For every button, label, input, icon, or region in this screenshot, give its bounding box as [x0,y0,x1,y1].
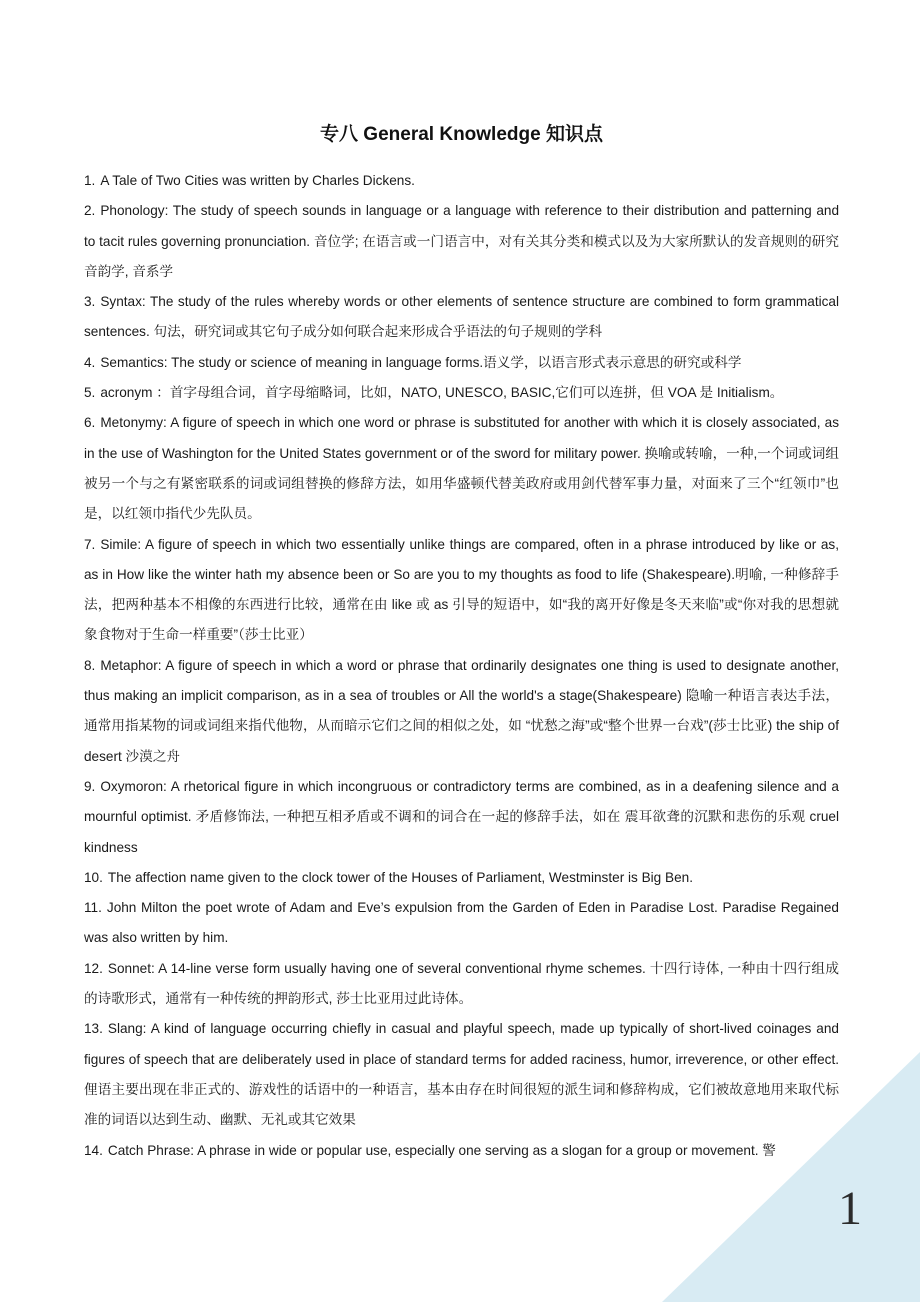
item-number: 7. [84,536,96,552]
item-text: Catch Phrase: A phrase in wide or popular use, especially one serving as a slogan for a group or movement. 警 [107,1142,776,1158]
item-text: Phonology: The study of speech sounds in language or a language with reference to their distribution and patterning and to tacit rules governing pronunciation. 音位学; 在语言或一门语言中，对有关其分类和模式以及为大家所默认的发音规则的研究音韵学, 音系学 [84,203,839,279]
list-item [84,651,839,772]
page-title: 专八 General Knowledge 知识点 [320,124,603,145]
list-item [84,893,839,954]
list-item [84,1014,839,1135]
item-number: 1. [84,173,96,188]
item-number: 9. [84,778,96,794]
item-text: Oxymoron: A rhetorical figure in which incongruous or contradictory terms are combined, as in a deafening silence and a mournful optimist. 矛盾修饰法, 一种把互相矛盾或不调和的词合在一起的修辞手法，如在 震耳欲聋的沉默和悲伤的乐观 cruel kindness [84,778,839,855]
list-item [84,196,839,287]
item-text: A Tale of Two Cities was written by Charles Dickens. [100,173,415,188]
page-number: 1 [838,1182,862,1235]
item-text: The affection name given to the clock tower of the Houses of Parliament, Westminster is Big Ben. [107,869,693,885]
list-item [84,530,839,651]
item-number: 3. [84,294,96,310]
item-text: Semantics: The study or science of meaning in language forms.语义学，以语言形式表示意思的研究或科学 [100,354,742,370]
item-number: 13. [84,1021,103,1037]
item-text: Syntax: The study of the rules whereby words or other elements of sentence structure are combined to form grammatical sentences. 句法，研究词或其它句子成分如何联合起来形成合乎语法的句子规则的学科 [84,294,839,340]
item-text: Slang: A kind of language occurring chiefly in casual and playful speech, made up typically of short-lived coinages and figures of speech that are deliberately used in place of standard terms for added raciness, humor, irreverence, or other effect. 俚语主要出现在非正式的、游戏性的话语中的一种语言，基本由存在时间很短的派生词和修辞构成，它们被故意地用来取代标准的词语以达到生动、幽默、无礼或其它效果 [84,1021,839,1128]
item-text: acronym ：首字母组合词，首字母缩略词，比如，NATO, UNESCO, BASIC,它们可以连拼，但 VOA 是 Initialism。 [100,385,784,401]
item-number: 6. [84,415,96,431]
item-number: 5. [84,385,96,401]
item-text: Metaphor: A figure of speech in which a word or phrase that ordinarily designates one thing is used to designate another, thus making an implicit comparison, as in a sea of troubles or All the world's a stage(Shakespeare) 隐喻一种语言表达手法，通常用指某物的词或词组来指代他物，从而暗示它们之间的相似之处，如 “忧愁之海”或“整个世界一台戏”(莎士比亚) the ship of desert 沙漠之舟 [84,657,839,764]
item-number: 8. [84,657,96,673]
list-item [84,1136,839,1166]
document-body [84,118,839,1166]
list-item [84,954,839,1015]
item-text: John Milton the poet wrote of Adam and Eve’s expulsion from the Garden of Eden in Paradise Lost. Paradise Regained was also written by him. [84,900,839,946]
item-text: Simile: A figure of speech in which two essentially unlike things are compared, often in a phrase introduced by like or as, as in How like the winter hath my absence been or So are you to my thoughts as food to life (Shakespeare).明喻, 一种修辞手法，把两种基本不相像的东西进行比较，通常在由 like 或 as 引导的短语中，如“我的离开好像是冬天来临”或“你对我的思想就象食物对于生命一样重要”（莎士比亚） [84,536,839,643]
item-number: 12. [84,960,103,976]
item-text: Sonnet: A 14-line verse form usually having one of several conventional rhyme schemes. 十四行诗体, 一种由十四行组成的诗歌形式，通常有一种传统的押韵形式, 莎士比亚用过此诗体。 [84,960,839,1007]
list-item [84,863,839,893]
item-number: 4. [84,354,96,370]
list-item [84,772,839,863]
item-text: Metonymy: A figure of speech in which one word or phrase is substituted for another with which it is closely associated, as in the use of Washington for the United States government or of the sword for military power. 换喻或转喻，一种,一个词或词组被另一个与之有紧密联系的词或词组替换的修辞方法，如用华盛顿代替美政府或用剑代替军事力量，对面来了三个“红领巾”也是，以红领巾指代少先队员。 [84,415,839,522]
item-number: 14. [84,1142,103,1158]
item-number: 11. [84,900,102,916]
item-number: 10. [84,869,103,885]
list-item [84,408,839,529]
list-item [84,287,839,348]
list-item [84,348,839,378]
list-item [84,166,839,196]
item-number: 2. [84,203,96,219]
list-item [84,378,839,408]
